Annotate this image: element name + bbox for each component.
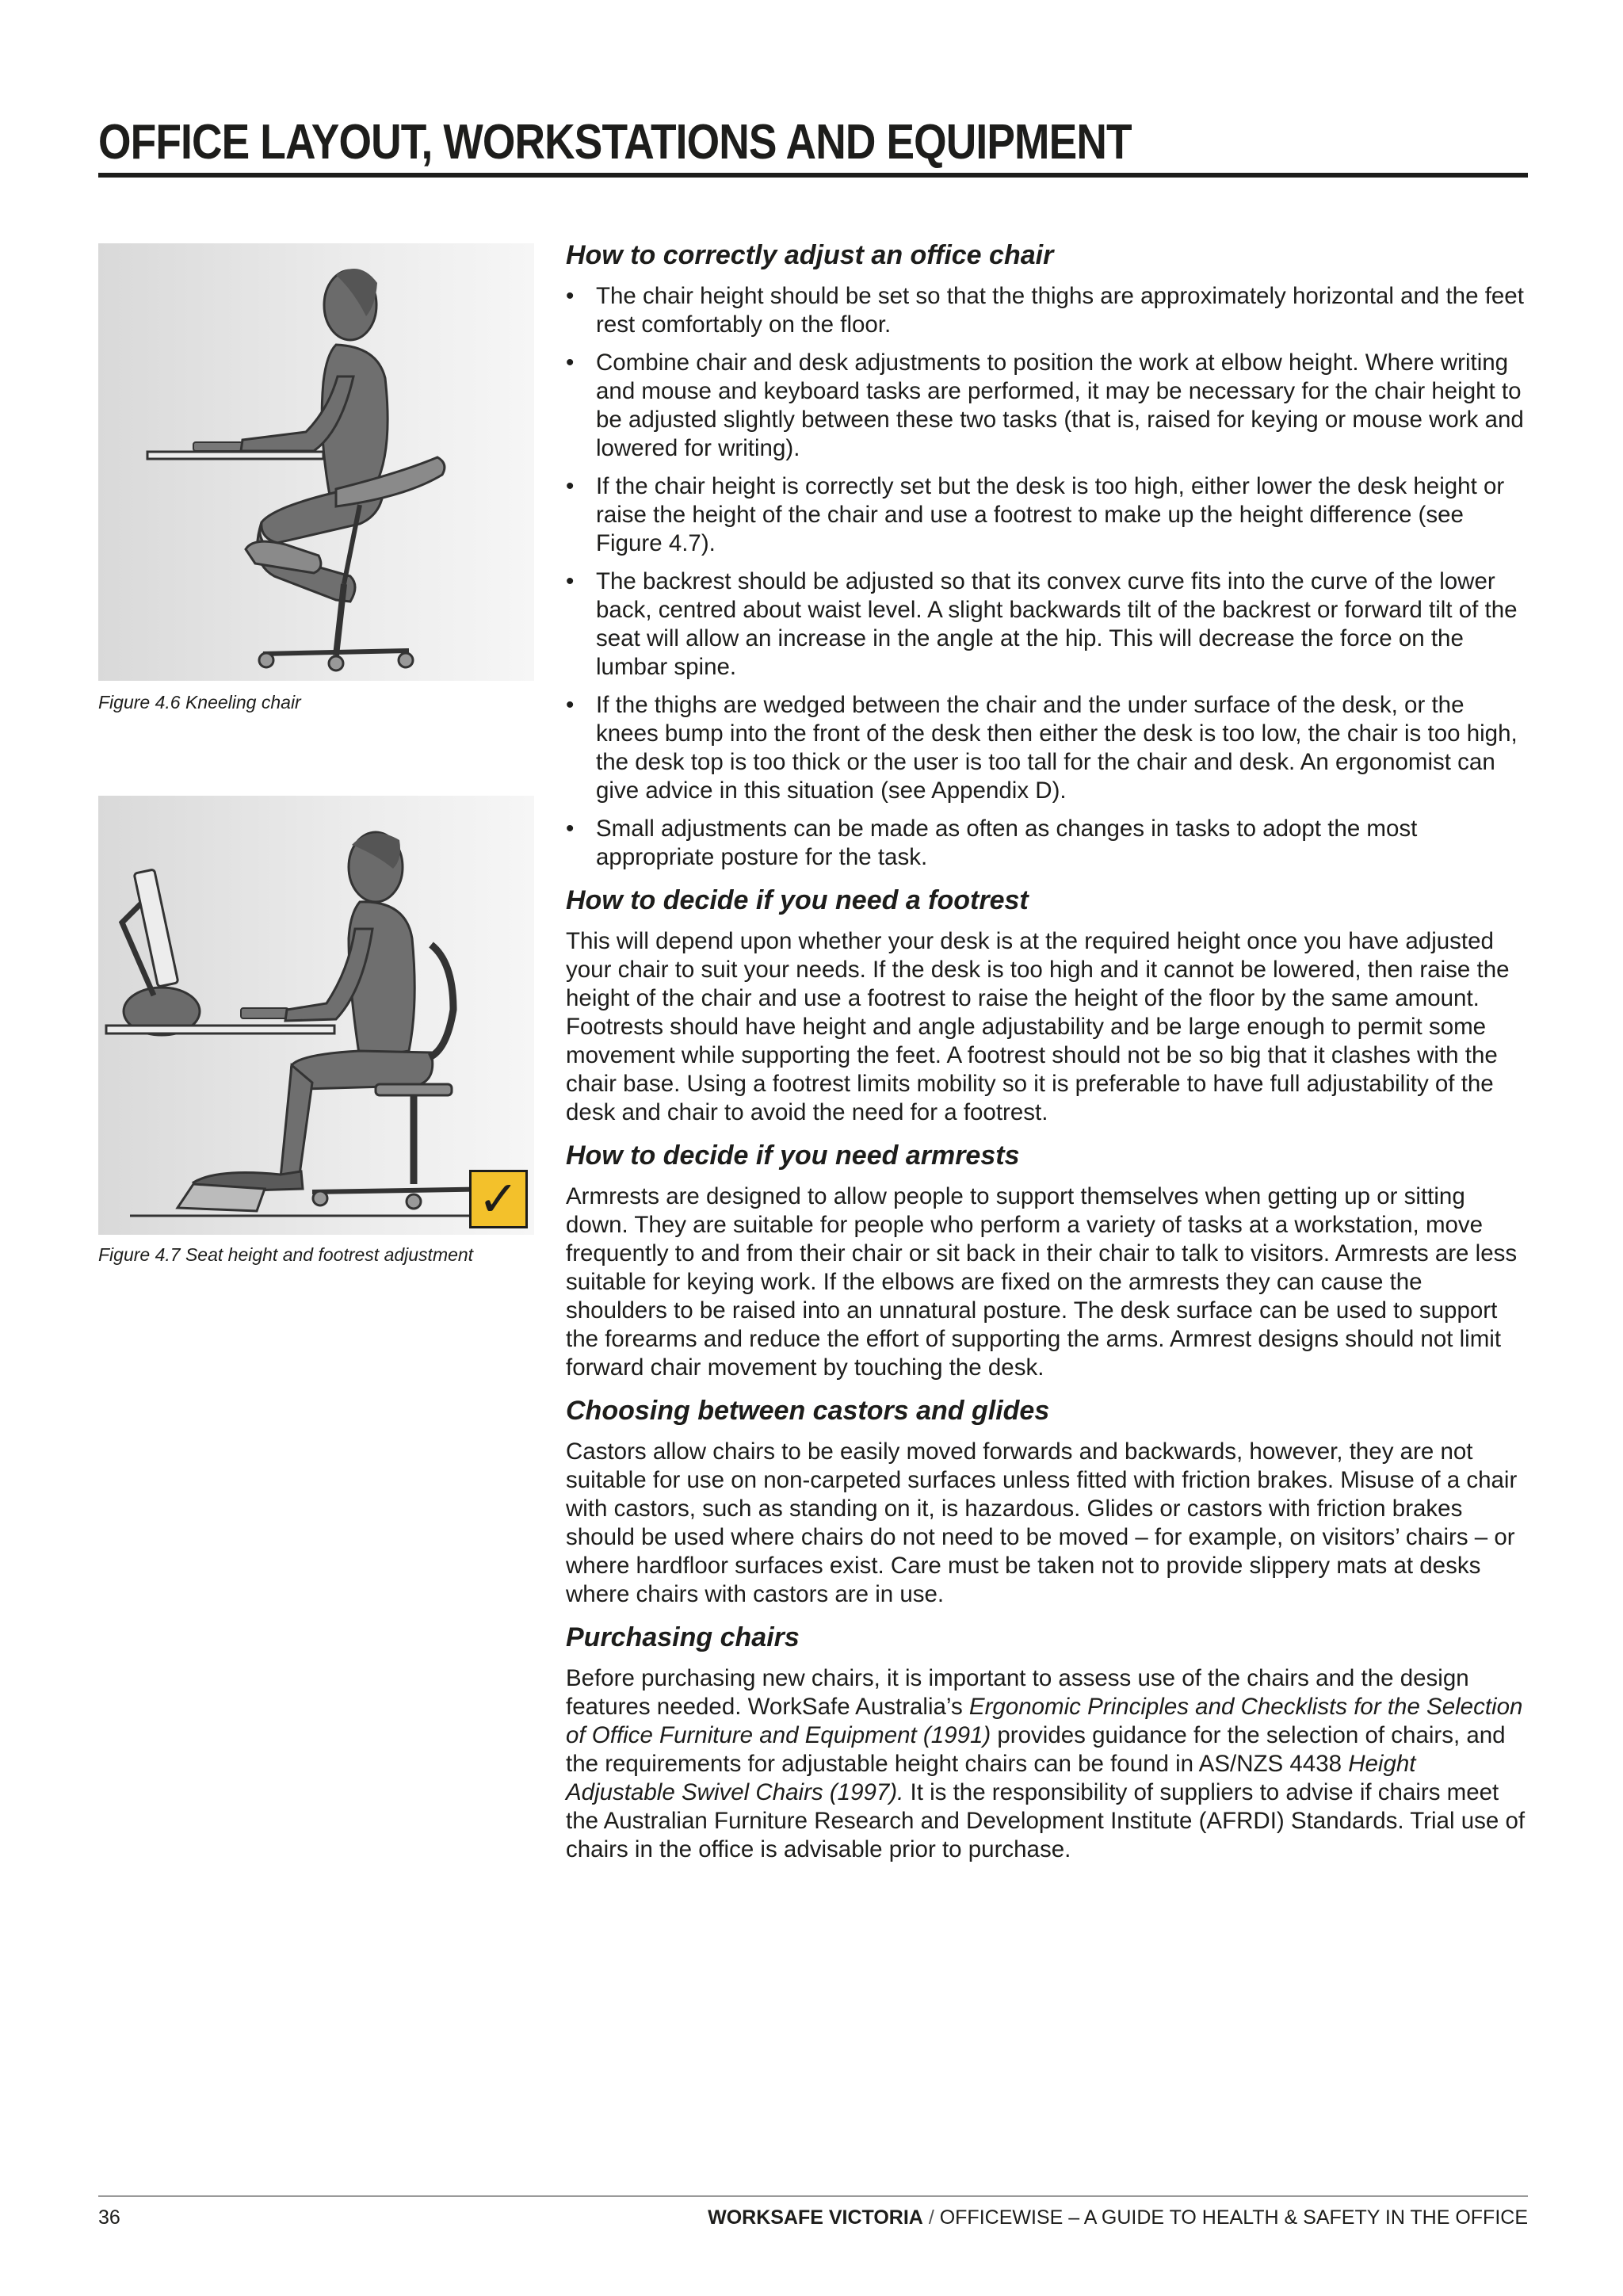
- chair-adjustment-list: [566, 282, 1529, 872]
- guide-title: OFFICEWISE – A GUIDE TO HEALTH & SAFETY IN THE OFFICE: [939, 2206, 1528, 2229]
- publisher-name: WORKSAFE VICTORIA: [708, 2206, 923, 2229]
- checkmark-icon: ✓: [478, 1170, 519, 1228]
- list-item: • If the thighs are wedged between the chair and the under surface of the desk, or the knees bump into the front of the desk then either the desk is too low, the chair is too high, the desk top is too thick or the user is too tall for the chair and desk. An ergonomist can give advice in this situation (see Appendix D).: [566, 691, 1529, 805]
- castors-paragraph: Castors allow chairs to be easily moved forwards and backwards, however, they are not suitable for use on non-carpeted surfaces unless fitted with friction brakes. Misuse of a chair with castors, such as standing on it, is hazardous. Glides or castors with friction brakes should be used where chairs do not need to be moved – for example, on visitors’ chairs – or where hardfloor surfaces exist. Care must be taken not to provide slippery mats at desks where chairs with castors are in use.: [566, 1438, 1518, 1607]
- kneeling-chair-illustration: [98, 243, 534, 681]
- list-item: • The chair height should be set so that the thighs are approximately horizontal and the feet rest comfortably on the floor.: [566, 282, 1529, 339]
- armrests-paragraph: Armrests are designed to allow people to support themselves when getting up or sitting down. They are suitable for people who perform a variety of tasks at a workstation, move frequently to and from their chair or sit back in their chair to talk to visitors. Armrests are less suitable for keying work. If the elbows are fixed on the armrests they can cause the shoulders to be raised into an unnatural posture. The desk surface can be used to support the forearms and reduce the effort of supporting the arms. Armrest designs should not limit forward chair movement by touching the desk.: [566, 1183, 1518, 1381]
- running-footer: [708, 2206, 1528, 2229]
- section-heading: How to correctly adjust an office chair: [566, 240, 1054, 270]
- footrest-paragraph: This will depend upon whether your desk is at the required height once you have adjusted your chair to suit your needs. If the desk is too high and it cannot be lowered, then raise the height of the chair and use a footrest to raise the height of the floor by the same amount. Footrests should have height and angle adjustability and be large enough to permit some movement while supporting the feet. A footrest should not be so big that it clashes with the chair base. Using a footrest limits mobility so it is preferable to have full adjustability of the desk and chair to avoid the need for a footrest.: [566, 928, 1510, 1125]
- section-heading: Choosing between castors and glides: [566, 1396, 1050, 1426]
- list-item: • Combine chair and desk adjustments to position the work at elbow height. Where writing and mouse and keyboard tasks are performed, it may be necessary for the chair height to be adjusted slightly between these two tasks (that is, raised for keying or mouse work and lowered for writing).: [566, 349, 1529, 463]
- approval-check-badge: [469, 1170, 528, 1228]
- seat-height-footrest-illustration: [98, 796, 534, 1235]
- section-heading: Purchasing chairs: [566, 1622, 800, 1652]
- footer-separator: /: [928, 2206, 934, 2229]
- figure-caption: Figure 4.7 Seat height and footrest adjustment: [98, 1244, 474, 1265]
- main-content: [566, 238, 1529, 1875]
- list-item: • If the chair height is correctly set but the desk is too high, either lower the desk height or raise the height of the chair and use a footrest to make up the height difference (see Figure 4.7).: [566, 472, 1529, 558]
- title-rule: [98, 173, 1528, 178]
- footer-rule: [98, 2195, 1528, 2197]
- list-item: • Small adjustments can be made as often as changes in tasks to adopt the most appropriate posture for the task.: [566, 815, 1529, 872]
- section-heading: How to decide if you need a footrest: [566, 885, 1029, 915]
- section-heading: How to decide if you need armrests: [566, 1140, 1020, 1171]
- figure-caption: Figure 4.6 Kneeling chair: [98, 692, 301, 712]
- standard-title: Height Adjustable Swivel Chairs (1997).: [566, 1751, 1416, 1805]
- page-number: 36: [98, 2206, 120, 2229]
- publication-title: Ergonomic Principles and Checklists for the Selection of Office Furniture and Equipment (1991): [566, 1694, 1523, 1748]
- purchasing-paragraph: Before purchasing new chairs, it is important to assess use of the chairs and the design features needed. WorkSafe Australia’s Ergonomic Principles and Checklists for the Selection of Office Furniture and Equipment (1991) provides guidance for the selection of chairs, and the requirements for adjustable height chairs can be found in AS/NZS 4438 Height Adjustable Swivel Chairs (1997). It is the responsibility of suppliers to advise if chairs meet the Australian Furniture Research and Development Institute (AFRDI) Standards. Trial use of chairs in the office is advisable prior to purchase.: [566, 1665, 1526, 1862]
- page-title: OFFICE LAYOUT, WORKSTATIONS AND EQUIPMENT: [98, 115, 1132, 170]
- list-item: • The backrest should be adjusted so that its convex curve fits into the curve of the lower back, centred about waist level. A slight backwards tilt of the backrest or forward tilt of the seat will allow an increase in the angle at the hip. This will decrease the force on the lumbar spine.: [566, 567, 1529, 682]
